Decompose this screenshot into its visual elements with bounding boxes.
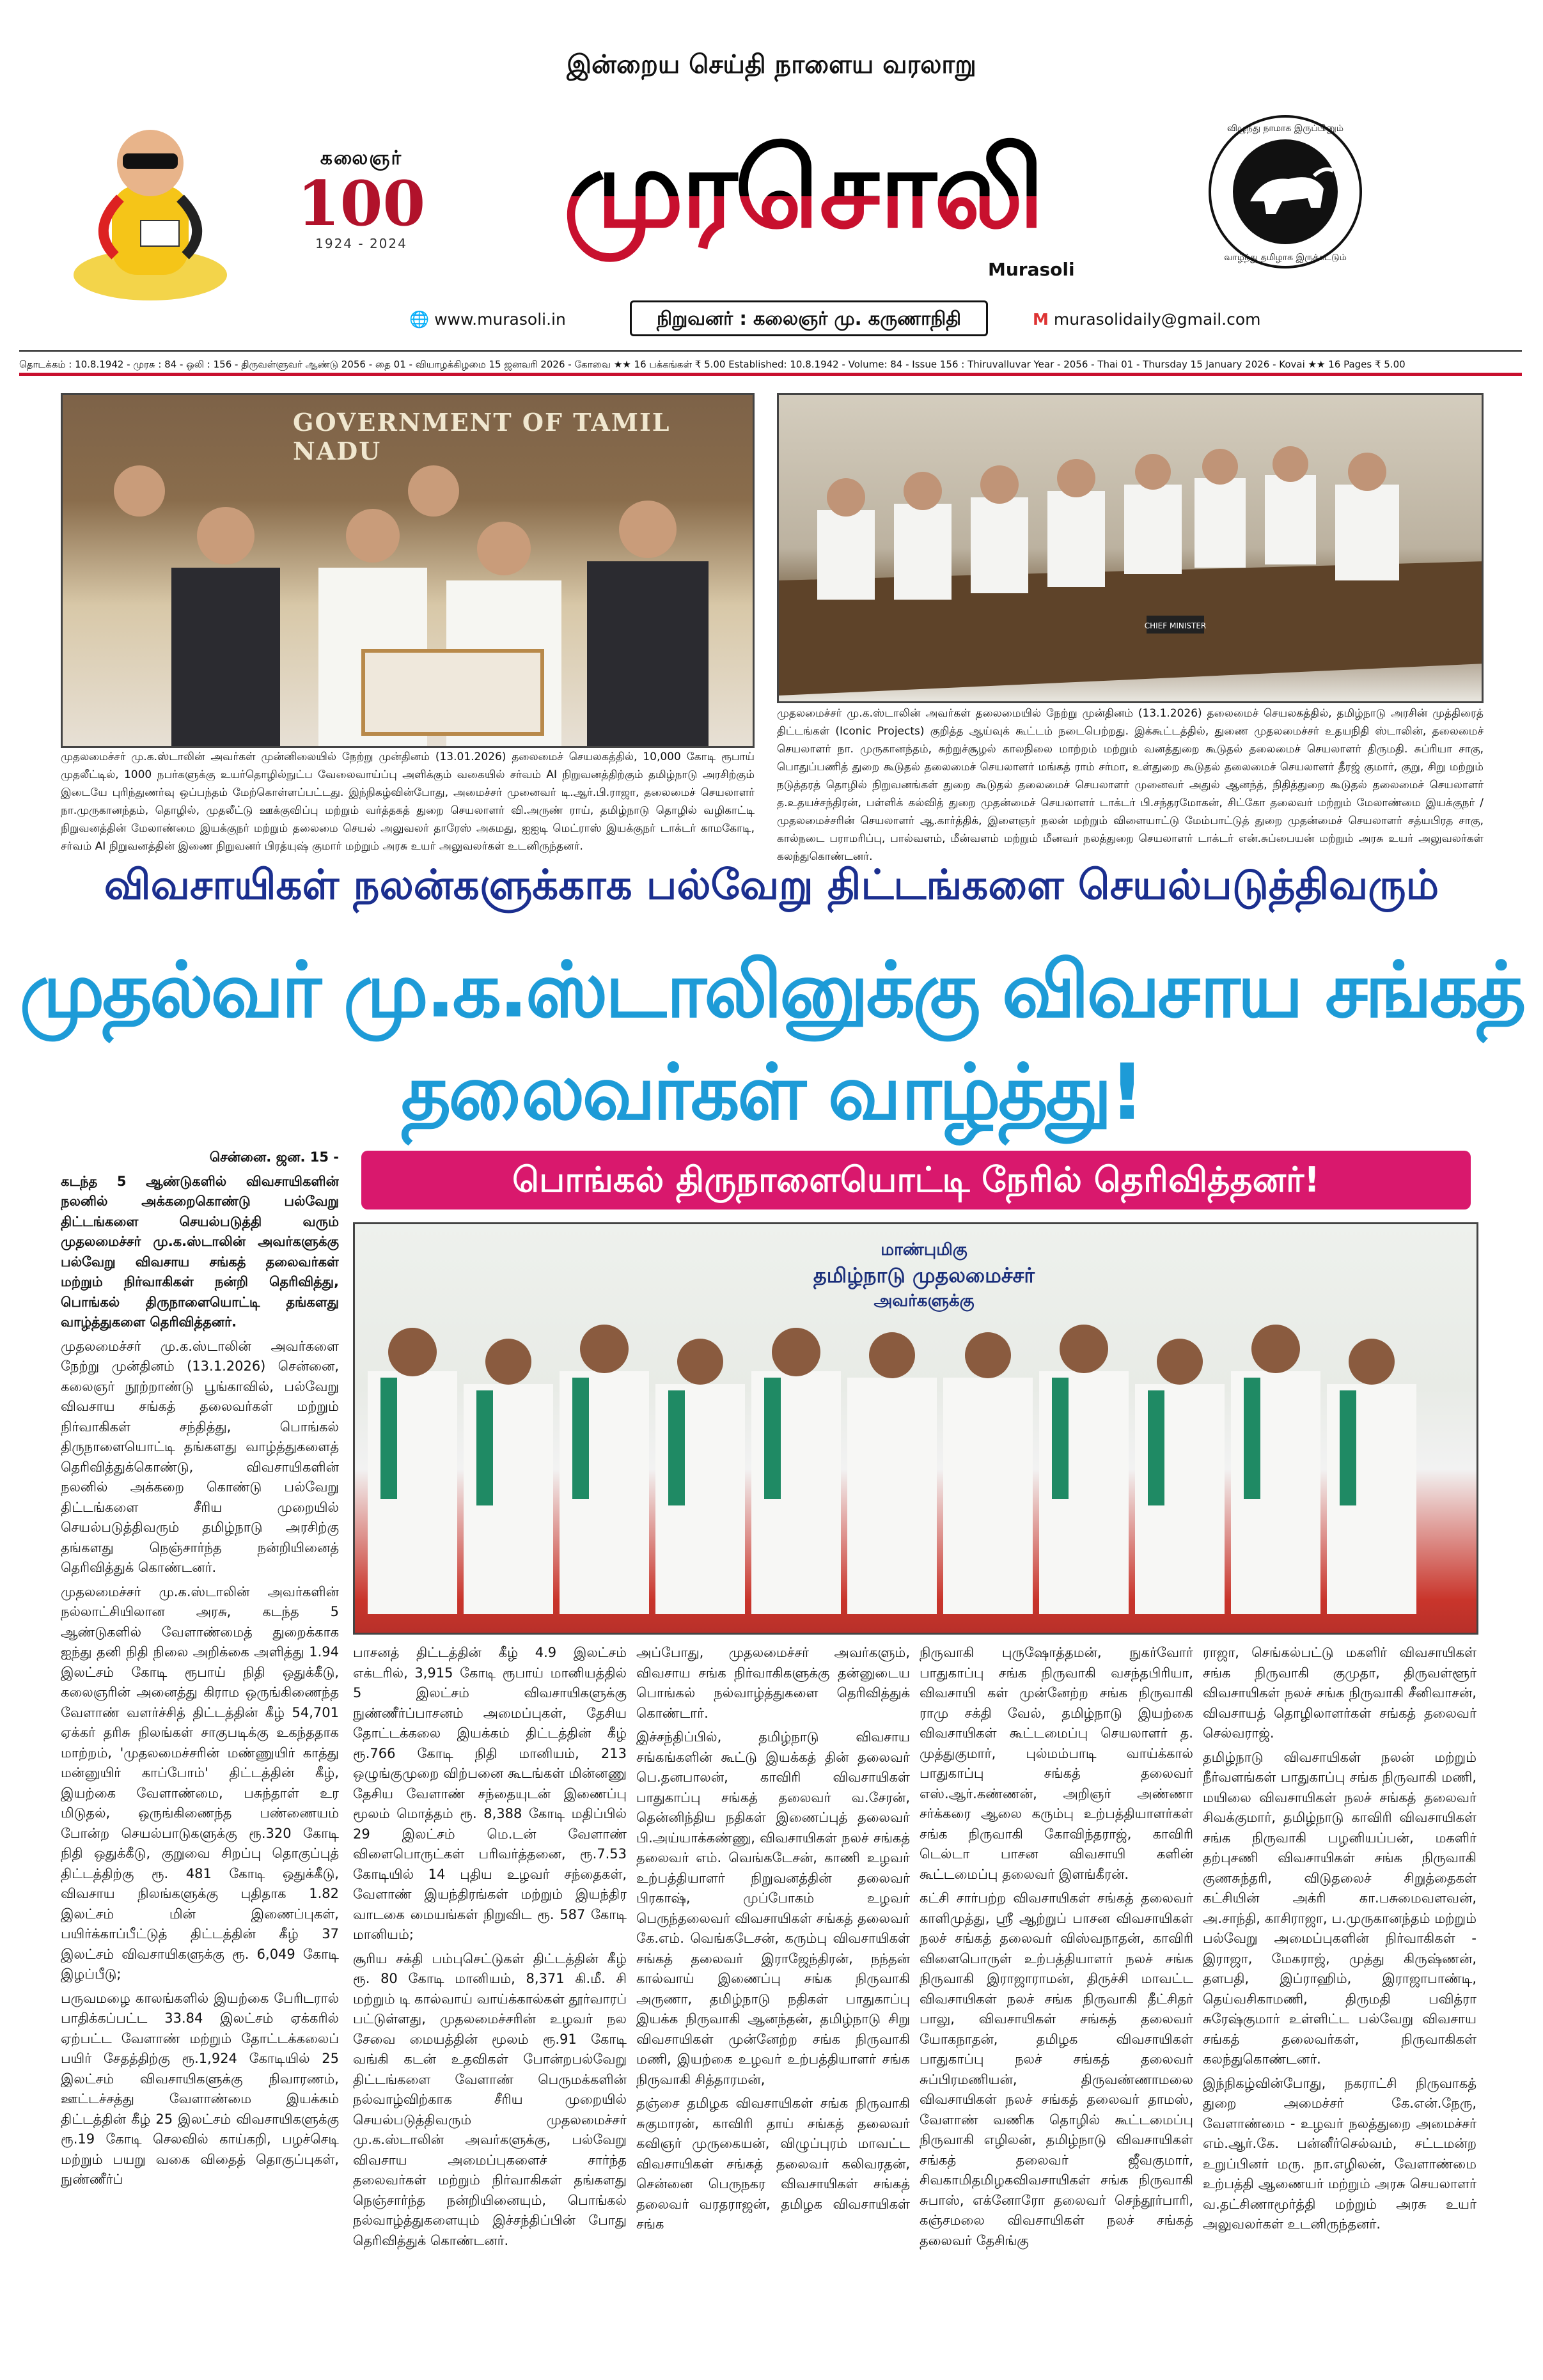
masthead-tagline: இன்றைய செய்தி நாளைய வரலாறு: [567, 50, 976, 79]
article-dateline: சென்னை. ஜன. 15 -: [209, 1149, 339, 1165]
website-text: www.murasoli.in: [434, 310, 566, 329]
headline-kicker: விவசாயிகள் நலன்களுக்காக பல்வேறு திட்டங்களை செயல்படுத்திவரும்: [104, 862, 1439, 909]
globe-icon: 🌐: [409, 310, 430, 329]
mou-signing-photo: [61, 393, 755, 748]
main-headline: முதல்வர் மு.க.ஸ்டாலினுக்கு விவசாய சங்கத் தலைவர்கள் வாழ்த்து!: [19, 946, 1524, 1137]
centenary-years: 1924 - 2024: [315, 236, 407, 251]
article-paragraph: கட்சி சார்பற்ற விவசாயிகள் சங்கத் தலைவர் காளிமுத்து, ஸ்ரீ ஆற்றுப் பாசன விவசாயிகள் நலச் சங்கத் தலைவர் விஸ்வநாதன், காவிரி விளைபொருள் உற்பத்தியாளர் நலச் சங்க நிருவாகி இராஜாராமன், திருச்சி மாவட்ட விவசாயிகள் நலச் சங்க நிருவாகி தீட்சிதர் பாலு, விவசாயிகள் சங்கத் தலைவர் யோகநாதன், தமிழக விவசாயிகள் பாதுகாப்பு நலச் சங்கத் தலைவர் சுப்பிரமணியன், திருவண்ணாமலை விவசாயிகள் நலச் சங்கத் தலைவர் தாமஸ், வேளாண் வணிக தொழில் கூட்டமைப்பு நிருவாகி எழிலன், தமிழ்நாடு விவசாயிகள் சங்கத் தலைவர் ஜீவகுமார், சிவகாமிதமிழகவிவசாயிகள் சங்க நிருவாகி சுபாஸ், எக்னோரோ தலைவர் செந்தூர்பாரி, கஞ்சமலை விவசாயிகள் நலச் சங்கத் தலைவர் தேசிங்கு: [920, 1890, 1193, 2248]
mail-icon: M: [1033, 310, 1049, 329]
article-paragraph: பாசனத் திட்டத்தின் கீழ் 4.9 இலட்சம் எக்டரில், 3,915 கோடி ரூபாய் மானியத்தில் 5 இலட்சம் விவசாயிகளுக்கு நுண்ணீர்ப்பாசனம் அமைப்புகள், தேசிய தோட்டக்கலை இயக்கம் திட்டத்தின் கீழ் ரூ.766 கோடி நிதி மானியம், 213 ஒழுங்குமுறை விற்பனை கூடங்கள் மின்னணு தேசிய வேளாண் சந்தையுடன் இணைப்பு மூலம் மொத்தம் ரூ. 8,388 கோடி மதிப்பில் 29 இலட்சம் மெ.டன் வேளாண் விளைபொருட்கள் பரிவர்த்தனை, ரூ.7.53 கோடியில் 14 புதிய உழவர் சந்தைகள், வேளாண் இயந்திரங்கள் மற்றும் இயந்திர வாடகை மையங்கள் நிறுவிட ரூ. 587 கோடி மானியம்;: [353, 1645, 627, 1942]
centenary-label: கலைஞர்: [320, 147, 403, 169]
kalaignar-portrait-illustration: [45, 102, 256, 313]
centenary-logo: [281, 147, 441, 249]
article-column-3: [636, 1643, 910, 2353]
government-sign: GOVERNMENT OF TAMIL NADU: [293, 408, 671, 465]
meeting-photo-caption: முதலமைச்சர் மு.க.ஸ்டாலின் அவர்கள் தலைமையில் நேற்று முன்தினம் (13.1.2026) தலைமைச் செயலகத்தில், தமிழ்நாடு அரசின் முத்திரைத் திட்டங்கள் (Iconic Projects) குறித்த ஆய்வுக் கூட்டம் நடைபெற்றது. இக்கூட்டத்தில், துணை முதலமைச்சர் உதயநிதி ஸ்டாலின், தலைமைச் செயலாளர் நா. முருகானந்தம், சுற்றுச்சூழல் காலநிலை மாற்றம் மற்றும் வனத்துறை கூடுதல் தலைமைச் செயலாளர் திருமதி. சுப்ரியா சாகு, பொதுப்பணித் துறை கூடுதல் தலைமைச் செயலாளர் மங்கத் ராம் சர்மா, உள்துறை கூடுதல் தலைமைச் செயலாளர் தீரஜ் குமார், குறு, சிறு மற்றும் நடுத்தரத் தொழில் நிறுவனங்கள் துறை கூடுதல் தலைமைச் செயலாளர் முனைவர் அதுல் ஆனந்த், நிதித்துறை கூடுதல் தலைமைச் செயலாளர் த.உதயச்சந்திரன், பள்ளிக் கல்வித் துறை முதன்மைச் செயலாளர் டாக்டர் பி.சந்தரமோகன், சிட்கோ தலைவர் மற்றும் மேலாண்மை இயக்குநர் / முதலமைச்சரின் செயலாளர் ஆ.கார்த்திக், இளைஞர் நலன் மற்றும் விளையாட்டு மேம்பாட்டுத் துறை முதன்மைச் செயலாளர் சத்யபிரத சாகு, கால்நடை பராமரிப்பு, பால்வளம், மீன்வளம் மற்றும் மீனவர் நலத்துறை செயலாளர் டாக்டர் என்.சுப்பையன் மற்றும் அரசு உயர் அலுவலர்கள் கலந்துகொண்டனர்.: [777, 707, 1484, 863]
subheadline-banner: பொங்கல் திருநாளையொட்டி நேரில் தெரிவித்தனர்!: [361, 1151, 1471, 1209]
farmers-group-photo: [353, 1222, 1478, 1635]
emblem-text-bottom: வாழ்ந்து தமிழாக இருக்கட்டும்: [1224, 253, 1347, 263]
article-paragraph: முதலமைச்சர் மு.க.ஸ்டாலின் அவர்களின் நல்லாட்சியிலான அரசு, கடந்த 5 ஆண்டுகளில் வேளாண்மைத் துறைக்காக ஐந்து தனி நிதி நிலை அறிக்கை அளித்து 1.94 இலட்சம் கோடி ரூபாய் நிதி ஒதுக்கீடு, கலைஞரின் அனைத்து கிராம ஒருங்கிணைந்த வேளாண் வளர்ச்சித் திட்டத்தின் கீழ் 54,701 ஏக்கர் தரிசு நிலங்கள் சாகுபடிக்கு உகந்ததாக மாற்றம், 'முதலமைச்சரின் மண்ணுயிர் காத்து மன்னுயிர் காப்போம்' திட்டத்தின் கீழ், இயற்கை வேளாண்மை, பசுந்தாள் உர மிடுதல், ஒருங்கிணைந்த பண்ணையம் போன்ற செயல்பாடுகளுக்கு ரூ.320 கோடி நிதி ஒதுக்கீடு, குறுவை சிறப்பு தொகுப்புத் திட்டத்திற்கு ரூ. 481 கோடி ஒதுக்கீடு, விவசாய நிலங்களுக்கு புதிதாக 1.82 இலட்சம் மின் இணைப்புகள், பயிர்க்காப்பீட்டுத் திட்டத்தின் கீழ் 37 இலட்சம் விவசாயிகளுக்கு ரூ. 6,049 கோடி இழப்பீடு;: [61, 1583, 339, 1982]
emblem-text-top: விழுந்து நாமாக இருப்பினும்: [1226, 123, 1344, 134]
article-column-4: [920, 1643, 1193, 2353]
article-column-5: [1203, 1643, 1476, 2353]
article-paragraph: இந்நிகழ்வின்போது, நகராட்சி நிருவாகத் துறை அமைச்சர் கே.என்.நேரு, வேளாண்மை - உழவர் நலத்துறை அமைச்சர் எம்.ஆர்.கே. பன்னீர்செல்வம், சட்டமன்ற உறுப்பினர் மரு. நா.எழிலன், வேளாண்மை உற்பத்தி ஆணையர் மற்றும் அரசு செயலாளர் வ.தட்சிணாமூர்த்தி மற்றும் அரசு உயர் அலுவலர்கள் உடனிருந்தனர்.: [1203, 2075, 1476, 2232]
email-text: murasolidaily@gmail.com: [1053, 310, 1261, 329]
article-column-2: [353, 1643, 627, 2353]
article-paragraph: தமிழ்நாடு விவசாயிகள் நலன் மற்றும் நீர்வளங்கள் பாதுகாப்பு சங்க நிருவாகி மணி, மயிலை விவசாயிகள் நலச் சங்கத் தலைவர் சிவக்குமார், தமிழ்நாடு காவிரி விவசாயிகள் சங்க நிருவாகி பழனியப்பன், மகளிர் தற்புசணி விவசாயிகள் சங்க நிருவாகி குணசுந்தரி, விடுதலைச் சிறுத்தைகள் கட்சியின் அக்ரி கா.பசுமைவளவன், அ.சாந்தி, காசிராஜா, ப.முருகானந்தம் மற்றும் பல்வேறு அமைப்புகளின் நிர்வாகிகள் - இராஜா, மேகராஜ், முத்து கிருஷ்ணன், தளபதி, இப்ராஹிம், இராஜாபாண்டி, தெய்வசிகாமணி, திருமதி பவித்ரா சுரேஷ்குமார் உள்ளிட்ட பல்வேறு விவசாய சங்கத் தலைவர்கள், நிருவாகிகள் கலந்துகொண்டனர்.: [1203, 1749, 1476, 2067]
nameplate-english: Murasoli: [988, 259, 1075, 280]
article-lead-column: [61, 1147, 339, 2346]
bull-emblem-logo: [1205, 112, 1365, 272]
review-meeting-photo: [777, 393, 1484, 703]
article-paragraph: தஞ்சை தமிழக விவசாயிகள் சங்க நிருவாகி சுகுமாரன், காவிரி தாய் சங்கத் தலைவர் கவிஞர் முருகையன், விழுப்புரம் மாவட்ட விவசாயிகள் சங்கத் தலைவர் கலிவரதன், சென்னை பெருநகர விவசாயிகள் சங்கத் தலைவர் வரதராஜன், தமிழக விவசாயிகள் சங்க: [636, 2096, 910, 2232]
article-paragraph: ராஜா, செங்கல்பட்டு மகளிர் விவசாயிகள் சங்க நிருவாகி குமுதா, திருவள்ளூர் விவசாயிகள் நலச் சங்க நிருவாகி சீனிவாசன், விவசாயத் தொழிலாளர்கள் சங்கத் தலைவர் செல்வராஜ்.: [1203, 1645, 1476, 1741]
article-paragraph: அப்போது, முதலமைச்சர் அவர்களும், விவசாய சங்க நிர்வாகிகளுக்கு தன்னுடைய பொங்கல் நல்வாழ்த்துகளை தெரிவித்துக் கொண்டார்.: [636, 1645, 910, 1721]
article-paragraph: பருவமழை காலங்களில் இயற்கை பேரிடரால் பாதிக்கப்பட்ட 33.84 இலட்சம் ஏக்கரில் ஏற்பட்ட வேளாண் மற்றும் தோட்டக்கலைப் பயிர் சேதத்திற்கு ரூ.1,924 கோடியில் 25 இலட்சம் விவசாயிகளுக்கு நிவாரணம், ஊட்டச்சத்து வேளாண்மை இயக்கம் திட்டத்தின் கீழ் 25 இலட்சம் விவசாயிகளுக்கு ரூ.19 கோடி செலவில் காய்கறி, பழச்செடி மற்றும் பயறு வகை விதைத் தொகுப்புகள், நுண்ணீர்ப்: [61, 1990, 339, 2187]
centenary-number: 100: [297, 167, 426, 240]
banner-line: அவர்களுக்கு: [873, 1291, 975, 1311]
newspaper-nameplate: முரசொலி: [460, 112, 1145, 265]
banner-line: மாண்புமிகு: [881, 1240, 967, 1259]
mou-photo-caption: முதலமைச்சர் மு.க.ஸ்டாலின் அவர்கள் முன்னிலையில் நேற்று முன்தினம் (13.01.2026) தலைமைச் செயலகத்தில், 10,000 கோடி ரூபாய் முதலீட்டில், 1000 நபர்களுக்கு உயர்தொழில்நுட்ப வேலைவாய்ப்பு அளிக்கும் வகையில் சர்வம் AI நிறுவனத்திற்கும் தமிழ்நாடு அரசிற்கும் இடையே புரிந்துணர்வு ஒப்பந்தம் மேற்கொள்ளப்பட்டது. இந்நிகழ்வின்போது, அமைச்சர் முனைவர் டி.ஆர்.பி.ராஜா, தலைமைச் செயலாளர் நா.முருகானந்தம், தொழில், முதலீட்டு ஊக்குவிப்பு மற்றும் வர்த்தகத் துறை செயலாளர் வி.அருண் ராய், தமிழ்நாடு தொழில் வழிகாட்டி நிறுவனத்தின் மேலாண்மை இயக்குநர் மற்றும் தலைமை செயல் அலுவலர் தாரேஸ் அகமது, ஐஐடி மெட்ராஸ் இயக்குநர் டாக்டர் காமகோடி, சர்வம் AI நிறுவனத்தின் இணை நிறுவனர் பிரத்யுஷ் குமார் மற்றும் அரசு உயர் அலுவலர்கள் உடனிருந்தனர்.: [61, 751, 755, 853]
issue-dateline: தொடக்கம் : 10.8.1942 - முரசு : 84 - ஒலி : 156 - திருவள்ளுவர் ஆண்டு 2056 - தை 01 - வியாழக்கிழமை 15 ஜனவரி 2026 - கோவை ★★ 16 பக்கங்கள் ₹ 5.00 Established: 10.8.1942 - Volume: 84 - Issue 156 : Thiruvalluvar Year - 2056 - Thai 01 - Thursday 15 January 2026 - Kovai ★★ 16 Pages ₹ 5.00: [19, 350, 1522, 376]
chief-minister-placard: CHIEF MINISTER: [1144, 621, 1207, 630]
email-link[interactable]: [1033, 310, 1261, 329]
article-paragraph: முதலமைச்சர் மு.க.ஸ்டாலின் அவர்களை நேற்று முன்தினம் (13.1.2026) சென்னை, கலைஞர் நூற்றாண்டு பூங்காவில், பல்வேறு விவசாய சங்கத் தலைவர்கள் மற்றும் நிர்வாகிகள் சந்தித்து, பொங்கல் திருநாளையொட்டி தங்களது வாழ்த்துகளைத் தெரிவித்துக்கொண்டு, விவசாயிகளின் நலனில் அக்கறை கொண்டு பல்வேறு திட்டங்களை சீரிய முறையில் செயல்படுத்திவரும் தமிழ்நாடு அரசிற்கு தங்களது நெஞ்சார்ந்த நன்றியினைத் தெரிவித்துக் கொண்டனர்.: [61, 1338, 339, 1575]
banner-line: தமிழ்நாடு முதலமைச்சர்: [813, 1263, 1035, 1287]
article-paragraph: சூரிய சக்தி பம்புசெட்டுகள் திட்டத்தின் கீழ் ரூ. 80 கோடி மானியம், 8,371 கி.மீ. சி மற்றும் டி கால்வாய் வாய்க்கால்கள் தூர்வாரப் பட்டுள்ளது, முதலமைச்சரின் உழவர் நல சேவை மையத்தின் மூலம் ரூ.91 கோடி வங்கி கடன் உதவிகள் போன்றபல்வேறு திட்டங்களை வேளாண் பெருமக்களின் நல்வாழ்விற்காக சீரிய முறையில் செயல்படுத்திவரும் முதலமைச்சர் மு.க.ஸ்டாலின் அவர்களுக்கு, பல்வேறு விவசாய அமைப்புகளைச் சார்ந்த தலைவர்கள் மற்றும் நிர்வாகிகள் தங்களது நெஞ்சார்ந்த நன்றியினையும், பொங்கல் நல்வாழ்த்துகளையும் இச்சந்திப்பின் போது தெரிவித்துக் கொண்டனர்.: [353, 1950, 627, 2248]
website-link[interactable]: [409, 310, 566, 329]
article-paragraph: இச்சந்திப்பில், தமிழ்நாடு விவசாய சங்கங்களின் கூட்டு இயக்கத் தின் தலைவர் பெ.தனபாலன், காவிரி விவசாயிகள் பாதுகாப்பு சங்கத் தலைவர் வ.சேரன், தென்னிந்திய நதிகள் இணைப்புத் தலைவர் பி.அய்யாக்கண்ணு, விவசாயிகள் நலச் சங்கத் தலைவர் எம். வெங்கடேசன், காணி உழவர் உற்பத்தியாளர் நிறுவனத்தின் தலைவர் பிரகாஷ், முப்போகம் உழவர் பெருந்தலைவர் விவசாயிகள் சங்கத் தலைவர் கே.எம். வெங்கடேசன், கரும்பு விவசாயிகள் சங்கத் தலைவர் இராஜேந்திரன், நந்தன் கால்வாய் இணைப்பு சங்க நிருவாகி அருணா, தமிழ்நாடு நதிகள் பாதுகாப்பு இயக்க நிருவாகி ஆனந்தன், தமிழ்நாடு சிறு விவசாயிகள் முன்னேற்ற சங்க நிருவாகி மணி, இயற்கை உழவர் உற்பத்தியாளர் சங்க நிருவாகி சித்தாரமன்,: [636, 1729, 910, 2087]
founder-box: நிறுவனர் : கலைஞர் மு. கருணாநிதி: [630, 300, 988, 336]
article-paragraph: நிருவாகி புருஷோத்தமன், நுகர்வோர் பாதுகாப்பு சங்க நிருவாகி வசந்தபிரியா, விவசாயி கள் முன்னேற்ற சங்க நிருவாகி ராமு சக்தி வேல், தமிழ்நாடு இயற்கை விவசாயிகள் கூட்டமைப்பு செயலாளர் த. முத்துகுமார், புல்மம்பாடி வாய்க்கால் பாதுகாப்பு சங்கத் தலைவர் எஸ்.ஆர்.கண்ணன், அறிஞர் அண்ணா சர்க்கரை ஆலை கரும்பு உற்பத்தியாளர்கள் சங்க நிருவாகி கோவிந்தராஜ், காவிரி டெல்டா பாசன விவசாயி களின் கூட்டமைப்பு தலைவர் இளங்கீரன்.: [920, 1645, 1193, 1882]
article-intro: கடந்த 5 ஆண்டுகளில் விவசாயிகளின் நலனில் அக்கறைகொண்டு பல்வேறு திட்டங்களை செயல்படுத்தி வரும் முதலமைச்சர் மு.க.ஸ்டாலின் அவர்களுக்கு பல்வேறு விவசாய சங்கத் தலைவர்கள் மற்றும் நிர்வாகிகள் நன்றி தெரிவித்து, பொங்கல் திருநாளையொட்டி தங்களது வாழ்த்துகளை தெரிவித்தனர்.: [61, 1173, 339, 1330]
